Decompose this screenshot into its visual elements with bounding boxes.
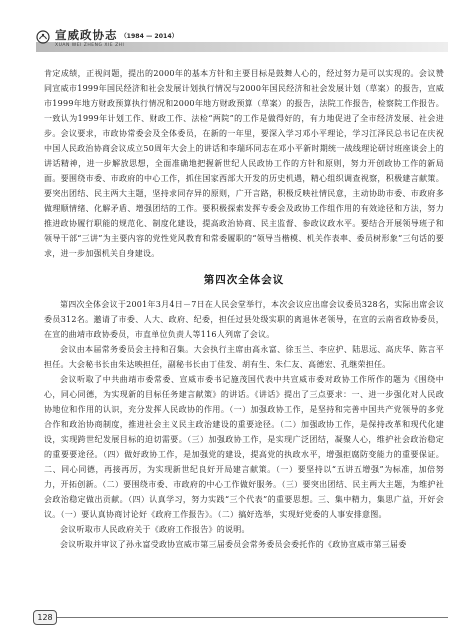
book-years: （1984 — 2014） bbox=[120, 33, 178, 40]
body-paragraph: 会议由本届常务委员会主持和召集。大会执行主席由高永富、徐玉兰、李应护、陆思远、高庆华、陈言平担任。大会秘书长由朱达映担任，副秘书长由丁佳发、胡有生、朱仁友、高德宏、孔继荣担任。 bbox=[44, 345, 444, 369]
emblem-icon bbox=[36, 30, 50, 44]
body-paragraph: 会议听取市人民政府关于《政府工作报告》的说明。 bbox=[60, 525, 250, 534]
footer-rule bbox=[56, 617, 448, 618]
page-number: 128 bbox=[33, 610, 57, 625]
body-paragraph: 会议听取了中共曲靖市委常委、宣威市委书记施茂国代表中共宣威市委对政协工作所作的题为《围绕中心，同心同德，为实现新的目标任务建言献策》的讲话。《讲话》提出了三点要求：一、进一步强化对人民政协地位和作用的认识，充分发挥人民政协的作用。（一）加强政协工作，是坚持和完善中国共产党领导的多党合作和政治协商制度，推进社会主义民主政治建设的重要途径。（二）加强政协工作，是保持改革和现代化建设，实现跨世纪发展目标的迫切需要。（三）加强政协工作，是实现广泛团结，凝聚人心，维护社会政治稳定的重要要途径。（四）做好政协工作，是加强党的建设，提高党的执政水平，增强拒腐防变能力的重要保证。二、同心同德，再接再厉，为实现新世纪良好开局建言献策。（一）要坚持以“五讲五增强”为标准，加倍努力，开拓创新。（二）要围绕市委、市政府的中心工作做好服务。（三）要突出团结、民主两大主题，为维护社会政治稳定做出贡献。（四）认真学习，努力实践“三个代表”的重要思想。三、集中精力，集思广益，开好会议。（一）要认真协商讨论好《政府工作报告》。（二）搞好选举，实现好党委的人事安排意图。 bbox=[44, 375, 444, 519]
body-paragraph: 肯定成绩，正视问题，提出的2000年的基本方针和主要目标是鼓舞人心的，经过努力是可以实现的。会议赞同宣威市1999年国民经济和社会发展计划执行情况与2000年国民经济和社会发展计划（草案）的报告，宣威市1999年地方财政预算执行情况和2000年地方财政预算（草案）的报告，法院工作报告，检察院工作报告。一致认为1999年计划工作、财政工作、法检“两院”的工作是做得好的，有力地促进了全市经济发展、社会进步。会议要求，市政协常委会及全体委员，在新的一年里，要深入学习邓小平理论，学习江泽民总书记在庆祝中国人民政治协商会议成立50周年大会上的讲话和李瑞环同志在邓小平新时期统一战线理论研讨班座谈会上的讲话精神，进一步解放思想，全面准确地把握新世纪人民政协工作的方针和原则，努力开创政协工作的新局面。要围绕市委、市政府的中心工作，抓住国家西部大开发的历史机遇，精心组织调查视察，积极建言献策。要突出团结、民主两大主题，坚持求同存异的原则，广开言路，积极反映社情民意，主动协助市委、市政府多做理顺情绪、化解矛盾、增强团结的工作。要积极探索发挥专委会及政协工作组作用的有效途径和方法，努力推进政协履行职能的规范化、制度化建设，提高政治协商、民主监督、参政议政水平。要结合开展领导班子和领导干部“三讲”为主要内容的党性党风教育和常委履职的“领导当楷模、机关作表率、委员树形象”三句话的要求，进一步加强机关自身建设。 bbox=[44, 69, 444, 258]
body-paragraph: 第四次全体会议于2001年3月4日－7日在人民会堂举行，本次会议应出席会议委员328名，实际出席会议委员312名。邀请了市委、人大、政府、纪委，担任过县处级实职的离退休老领导，在宣的云南省政协委员，在宣的曲靖市政协委员，市直单位负责人等116人列席了会议。 bbox=[44, 300, 444, 339]
book-title-pinyin: XUAN WEI ZHENG XIE ZHI bbox=[55, 43, 125, 48]
book-title: 宣威政协志 （1984 — 2014） bbox=[55, 28, 178, 42]
running-header bbox=[36, 26, 448, 58]
section-heading: 第四次全体会议 bbox=[203, 274, 285, 286]
body-paragraph: 会议听取并审议了孙永富受政协宣威市第三届委员会常务委员会委托作的《政协宣威市第三届委 bbox=[60, 540, 407, 549]
page-body bbox=[44, 66, 444, 552]
